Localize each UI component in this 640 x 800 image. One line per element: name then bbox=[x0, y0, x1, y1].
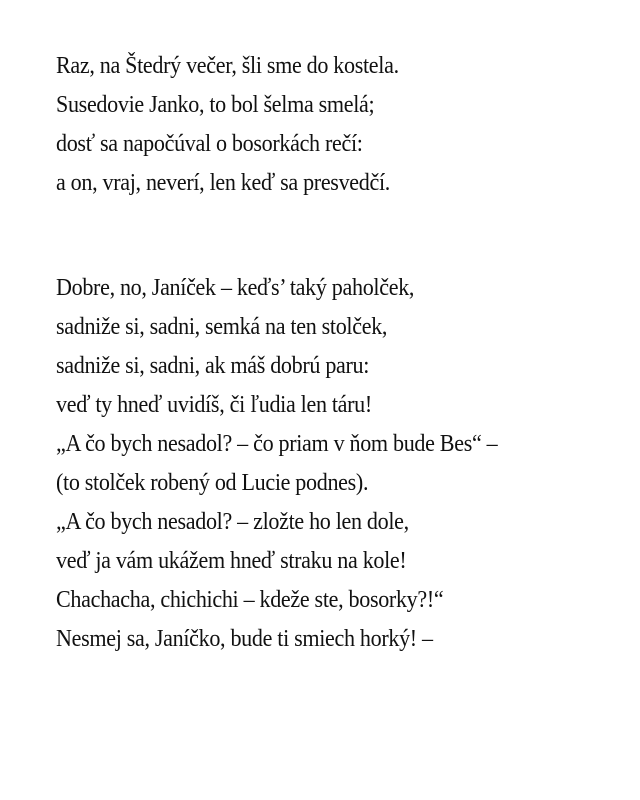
poem-line: Chachacha, chichichi – kdeže ste, bosorky?!“ bbox=[56, 587, 444, 613]
poem-line: veď ja vám ukážem hneď straku na kole! bbox=[56, 548, 407, 574]
poem-line: veď ty hneď uvidíš, či ľudia len táru! bbox=[56, 392, 372, 418]
stanza-1 bbox=[56, 47, 620, 203]
poem-line: Dobre, no, Janíček – keďs’ taký paholček, bbox=[56, 275, 415, 301]
poem-line: sadniže si, sadni, ak máš dobrú paru: bbox=[56, 353, 370, 379]
poem-line: „A čo bych nesadol? – čo priam v ňom bude Bes“ – bbox=[56, 431, 498, 457]
poem-line: Susedovie Janko, to bol šelma smelá; bbox=[56, 92, 375, 118]
poem-line: Nesmej sa, Janíčko, bude ti smiech horký! – bbox=[56, 626, 433, 652]
poem-line: a on, vraj, neverí, len keď sa presvedčí. bbox=[56, 170, 390, 196]
poem-line: sadniže si, sadni, semká na ten stolček, bbox=[56, 314, 388, 340]
stanza-2 bbox=[56, 269, 620, 659]
poem-line: „A čo bych nesadol? – zložte ho len dole, bbox=[56, 509, 409, 535]
poem-line: (to stolček robený od Lucie podnes). bbox=[56, 470, 369, 496]
poem-line: Raz, na Štedrý večer, šli sme do kostela. bbox=[56, 53, 399, 79]
poem-line: dosť sa napočúval o bosorkách rečí: bbox=[56, 131, 363, 157]
